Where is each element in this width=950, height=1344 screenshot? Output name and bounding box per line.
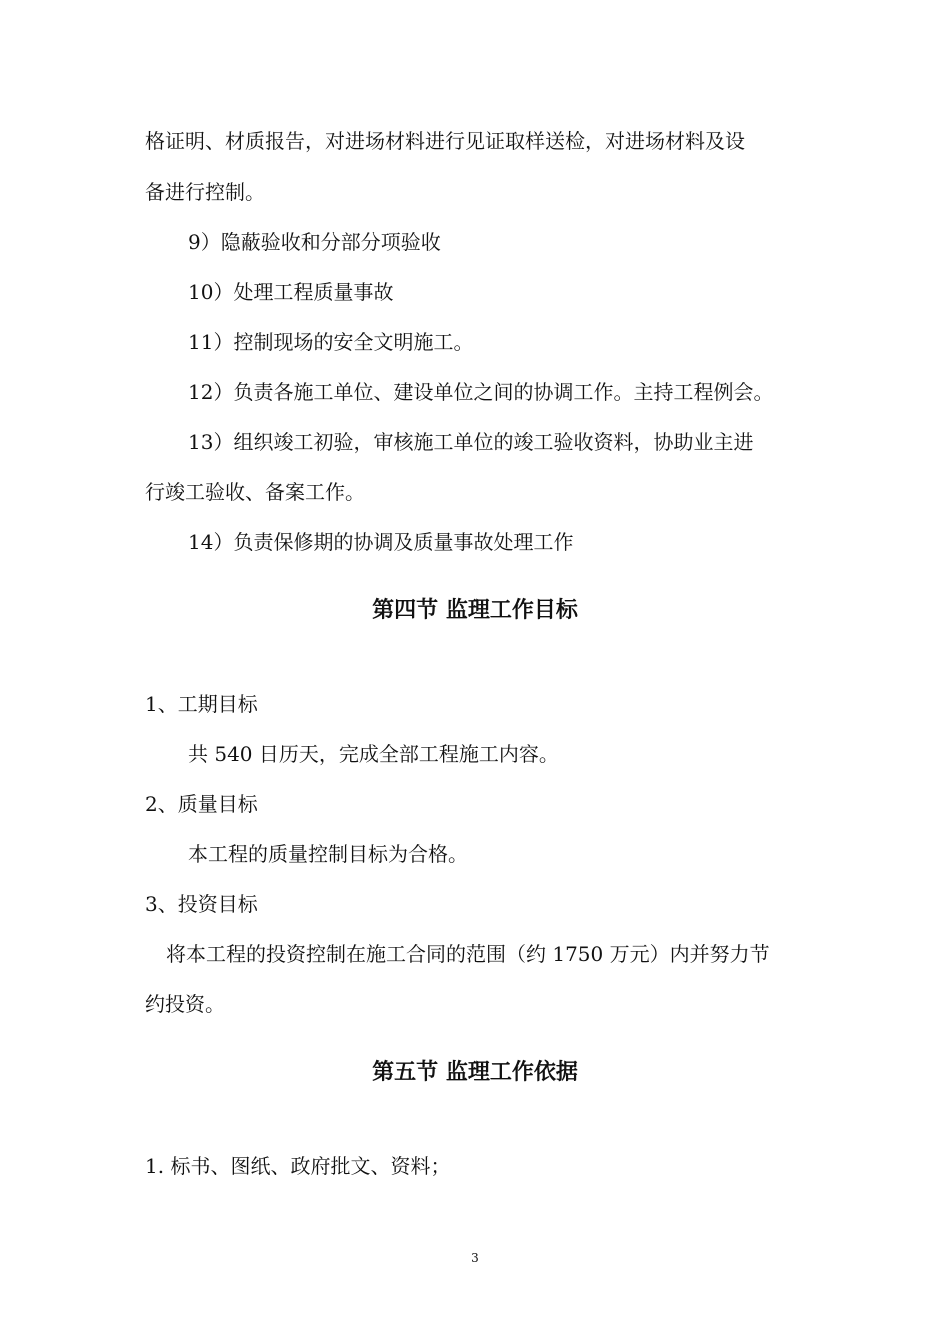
goal-3-label: 3、投资目标 — [145, 892, 258, 916]
list-item-11: 11）控制现场的安全文明施工。 — [188, 330, 474, 354]
goal-3-text-continued: 约投资。 — [145, 992, 225, 1016]
paragraph-line: 备进行控制。 — [145, 180, 265, 204]
basis-item-1: 1. 标书、图纸、政府批文、资料； — [145, 1154, 451, 1178]
goal-2-label: 2、质量目标 — [145, 792, 258, 816]
goal-1-label: 1、工期目标 — [145, 692, 258, 716]
list-item-13-continued: 行竣工验收、备案工作。 — [145, 480, 365, 504]
list-item-12: 12）负责各施工单位、建设单位之间的协调工作。主持工程例会。 — [188, 380, 774, 404]
goal-1-text: 共 540 日历天，完成全部工程施工内容。 — [188, 742, 559, 766]
section-4-heading: 第四节 监理工作目标 — [372, 598, 578, 623]
goal-3-text: 将本工程的投资控制在施工合同的范围（约 1750 万元）内并努力节 — [166, 942, 770, 966]
list-item-10: 10）处理工程质量事故 — [188, 280, 394, 304]
section-5-heading: 第五节 监理工作依据 — [372, 1060, 578, 1085]
paragraph-line: 格证明、材质报告，对进场材料进行见证取样送检，对进场材料及设 — [145, 129, 745, 153]
list-item-13: 13）组织竣工初验，审核施工单位的竣工验收资料，协助业主进 — [188, 430, 754, 454]
list-item-9: 9）隐蔽验收和分部分项验收 — [188, 230, 441, 254]
page-number: 3 — [471, 1251, 479, 1265]
list-item-14: 14）负责保修期的协调及质量事故处理工作 — [188, 530, 574, 554]
goal-2-text: 本工程的质量控制目标为合格。 — [188, 842, 468, 866]
